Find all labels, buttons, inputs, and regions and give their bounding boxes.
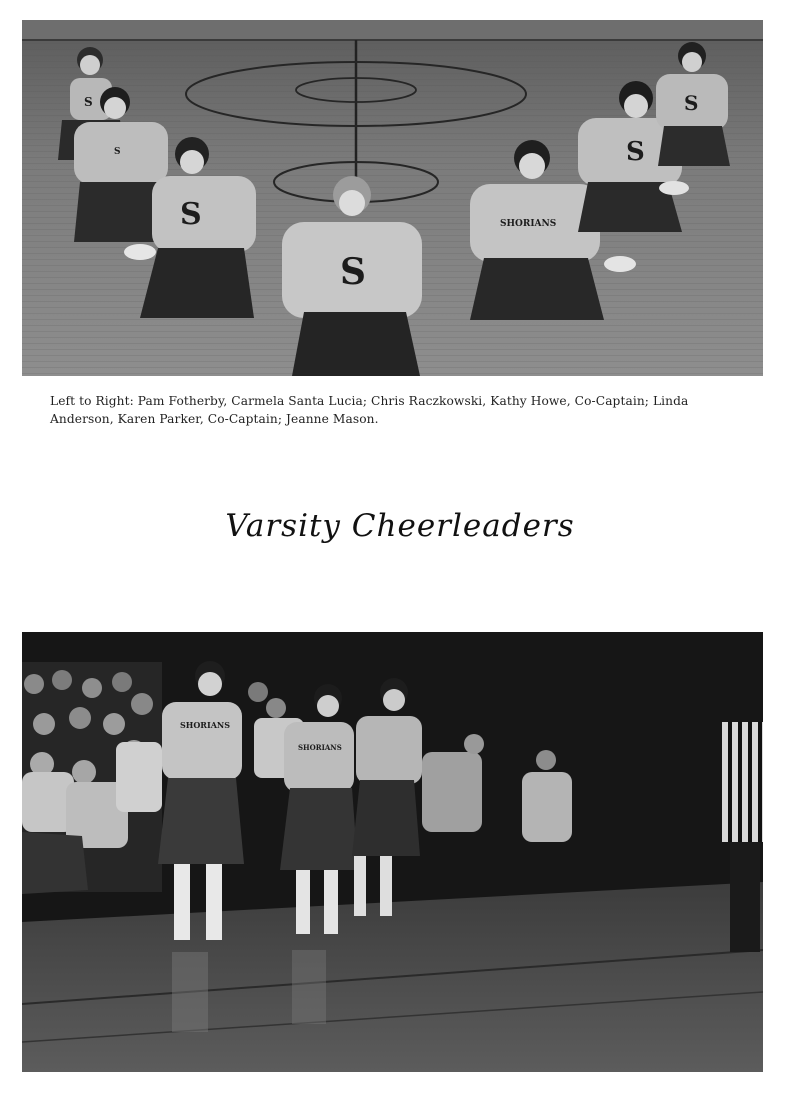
svg-text:S: S bbox=[180, 197, 202, 232]
svg-text:S: S bbox=[340, 251, 366, 293]
cheerleaders-kneeling-photo bbox=[22, 20, 763, 376]
svg-text:S: S bbox=[84, 95, 93, 109]
svg-text:SHORIANS: SHORIANS bbox=[298, 743, 342, 752]
svg-text:S: S bbox=[114, 147, 121, 157]
cheerleaders-cheering-image bbox=[22, 632, 763, 1072]
page-title: Varsity Cheerleaders bbox=[225, 508, 575, 544]
cheerleaders-kneeling-image bbox=[22, 20, 763, 376]
svg-text:S: S bbox=[684, 91, 699, 115]
svg-text:SHORIANS: SHORIANS bbox=[180, 720, 230, 730]
svg-text:S: S bbox=[626, 137, 645, 167]
cheerleaders-cheering-photo bbox=[22, 632, 763, 1072]
svg-text:SHORIANS: SHORIANS bbox=[500, 219, 557, 229]
photo-caption: Left to Right: Pam Fotherby, Carmela Santa Lucia; Chris Raczkowski, Kathy Howe, Co-Captain; Linda Anderson, Karen Parker, Co-Captain; Jeanne Mason. bbox=[50, 394, 689, 426]
